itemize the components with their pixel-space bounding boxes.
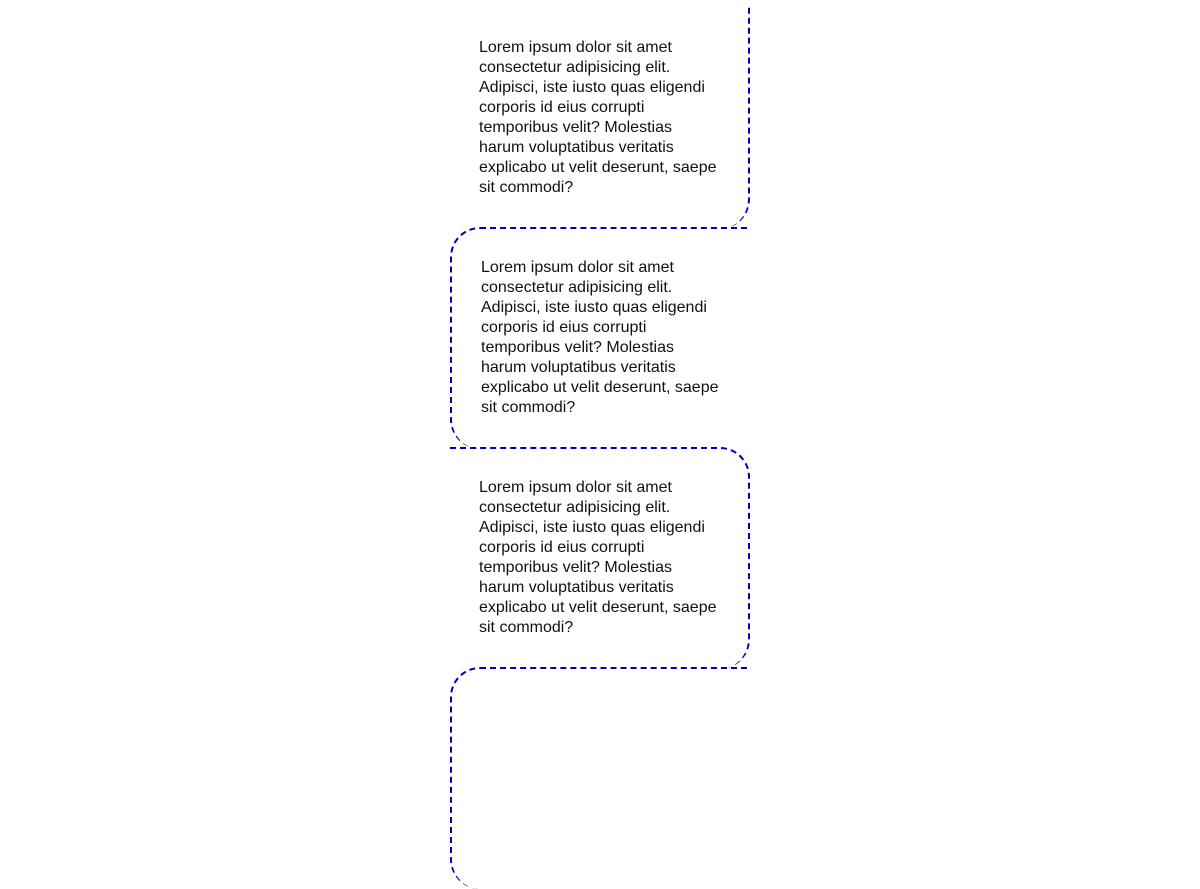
timeline bbox=[450, 7, 750, 889]
timeline-item bbox=[450, 7, 750, 229]
timeline-item bbox=[450, 227, 750, 449]
timeline-item-text: Lorem ipsum dolor sit amet consectetur adipisicing elit. Adipisci, iste iusto quas eligendi corporis id eius corrupti temporibus velit? Molestias harum voluptatibus veritatis explicabo ut velit deserunt, saepe sit commodi? bbox=[479, 39, 717, 196]
timeline-item-text: Lorem ipsum dolor sit amet consectetur adipisicing elit. Adipisci, iste iusto quas eligendi corporis id eius corrupti temporibus velit? Molestias harum voluptatibus veritatis explicabo ut velit deserunt, saepe sit commodi? bbox=[481, 259, 719, 416]
timeline-item bbox=[450, 447, 750, 669]
timeline-item bbox=[450, 667, 750, 889]
timeline-item-text: Lorem ipsum dolor sit amet consectetur adipisicing elit. Adipisci, iste iusto quas eligendi corporis id eius corrupti temporibus velit? Molestias harum voluptatibus veritatis explicabo ut velit deserunt, saepe sit commodi? bbox=[479, 479, 717, 636]
